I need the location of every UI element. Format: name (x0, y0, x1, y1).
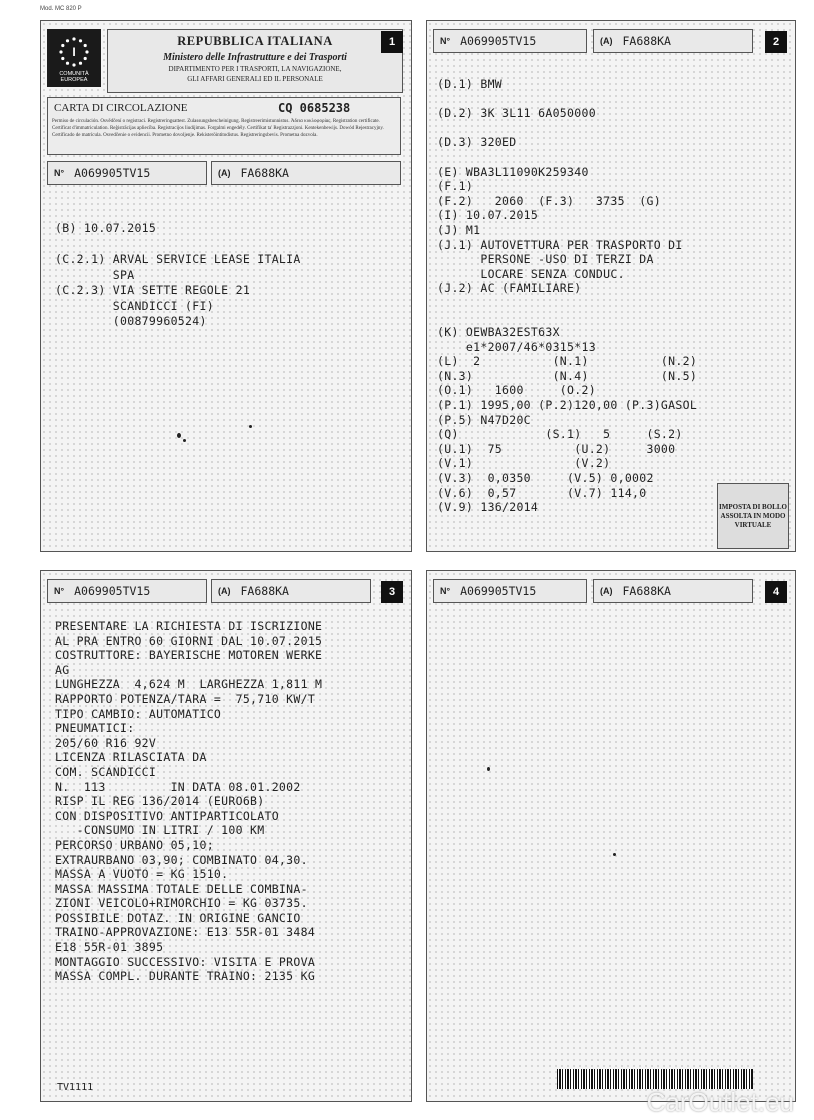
a-value: FA688KA (240, 166, 289, 180)
vehicle-technical-data: (D.1) BMW (D.2) 3K 3L11 6A050000 (D.3) 320ED (E) WBA3L11090K259340 (F.1) (F.2) 2060 (F.3) 3735 (G) (I) 10.07.2015 (J) M1 (J.1) AUTOVETTURA PER TRASPORTO DI PERSONE -USO DI TERZI DA LOCARE SENZA CONDUC. (J.2) AC (FAMILIARE) (K) OEWBA32EST63X e1*2007/46*0315*13 (L) 2 (N.1) (N.2) (N.3) (N.4) (N.5) (O.1) 1600 (O.2) (P.1) 1995,00 (P.2)120,00 (P.3)GASOL (P.5) N47D20C (Q) (S.1) 5 (S.2) (U.1) 75 (U.2) 3000 (V.1) (V.2) (V.3) 0,0350 (V.5) 0,0002 (V.6) 0,57 (V.7) 114,0 (V.9) 136/2014 (437, 77, 698, 515)
eu-label: COMUNITÀ EUROPEA (59, 71, 89, 83)
plate-number-box (593, 29, 753, 53)
footer-code: TV1111 (57, 1082, 94, 1093)
document-number-box (47, 161, 207, 185)
annotations-text: PRESENTARE LA RICHIESTA DI ISCRIZIONE AL PRA ENTRO 60 GIORNI DAL 10.07.2015 COSTRUTTORE: BAYERISCHE MOTOREN WERKE AG LUNGHEZZA 4,624 M LARGHEZZA 1,811 M RAPPORTO POTENZA/TARA = 75,710 KW/T TIPO CAMBIO: AUTOMATICO PNEUMATICI: 205/60 R16 92V LICENZA RILASCIATA DA COM. SCANDICCI N. 113 IN DATA 08.01.2002 RISP IL REG 136/2014 (EURO6B) CON DISPOSITIVO ANTIPARTICOLATO -CONSUMO IN LITRI / 100 KM PERCORSO URBANO 05,10; EXTRAURBANO 03,90; COMBINATO 04,30. MASSA A VUOTO = KG 1510. MASSA MASSIMA TOTALE DELLE COMBINA- ZIONI VEICOLO+RIMORCHIO = KG 03735. POSSIBILE DOTAZ. IN ORIGINE GANCIO TRAINO-APPROVAZIONE: E13 55R-01 3484 E18 55R-01 3895 MONTAGGIO SUCCESSIVO: VISITA E PROVA MASSA COMPL. DURANTE TRAINO: 2135 KG (55, 619, 323, 984)
a-value: FA688KA (240, 584, 289, 598)
n-label: N° (54, 586, 65, 596)
watermark: CarOutlet.eu (646, 1087, 794, 1117)
republic-title: REPUBBLICA ITALIANA (177, 34, 333, 48)
registration-certificate-header (47, 97, 401, 155)
a-label: (A) (218, 168, 231, 178)
form-model-code: Mod. MC 820 P (40, 6, 82, 12)
a-value: FA688KA (622, 584, 671, 598)
department-line-1: DIPARTIMENTO PER I TRASPORTI, LA NAVIGAZIONE, (168, 65, 342, 73)
scan-speck (249, 425, 252, 428)
document-number-box (433, 579, 587, 603)
owner-details: (B) 10.07.2015 (C.2.1) ARVAL SERVICE LEASE ITALIA SPA (C.2.3) VIA SETTE REGOLE 21 SCANDICCI (FI) (00879960524) (55, 221, 301, 328)
page-number-badge: 2 (765, 31, 787, 53)
page-number-badge: 1 (381, 31, 403, 53)
scan-speck (487, 767, 490, 771)
page-number-badge: 4 (765, 581, 787, 603)
a-label: (A) (600, 36, 613, 46)
ministry-name: Ministero delle Infrastrutture e dei Trasporti (163, 52, 347, 63)
scan-speck (183, 439, 186, 442)
page-1-panel (40, 20, 412, 552)
n-value: A069905TV15 (460, 584, 537, 598)
document-number-box (47, 579, 207, 603)
page-2-panel (426, 20, 796, 552)
page-number-badge: 3 (381, 581, 403, 603)
n-value: A069905TV15 (460, 34, 537, 48)
document-number-box (433, 29, 587, 53)
certificate-number: CQ 0685238 (278, 101, 351, 115)
multilingual-fine-print: Permiso de circulación. Osvědčení o registraci. Registreringsattest. Zulassungsbescheinigung. Registreerimistunnistus. Άδεια κυκλοφορίας. Registration certificate. Certificat d'immatriculation. Reģistrācijas apliecība. Registracijos liudijimas. Forgalmi engedély. Certifikat ta' Registrazzjoni. Kentekenbewijs. Dowód Rejestracyjny. Certificado de matrícula. Osvedčenie o evidencii. Prometno dovoljenje. Rekisteröintitodistus. Registreringsbevis. Prometna dozvola. (52, 119, 384, 138)
plate-number-box (593, 579, 753, 603)
page-4-panel (426, 570, 796, 1102)
n-value: A069905TV15 (74, 166, 151, 180)
n-label: N° (440, 586, 451, 596)
n-label: N° (440, 36, 451, 46)
svg-text:I: I (72, 45, 76, 59)
a-label: (A) (600, 586, 613, 596)
eu-flag-logo (47, 29, 101, 87)
scan-speck (613, 853, 616, 856)
n-label: N° (54, 168, 65, 178)
plate-number-box (211, 161, 401, 185)
page-3-panel (40, 570, 412, 1102)
n-value: A069905TV15 (74, 584, 151, 598)
scan-speck (177, 433, 181, 438)
eu-stars-icon (57, 35, 91, 69)
a-label: (A) (218, 586, 231, 596)
republic-header (107, 29, 403, 93)
carta-title: CARTA DI CIRCOLAZIONE (54, 102, 188, 114)
department-line-2: GLI AFFARI GENERALI ED IL PERSONALE (187, 75, 323, 83)
stamp-duty-box: IMPOSTA DI BOLLO ASSOLTA IN MODO VIRTUALE (717, 483, 789, 549)
barcode (557, 1069, 753, 1089)
a-value: FA688KA (622, 34, 671, 48)
plate-number-box (211, 579, 371, 603)
